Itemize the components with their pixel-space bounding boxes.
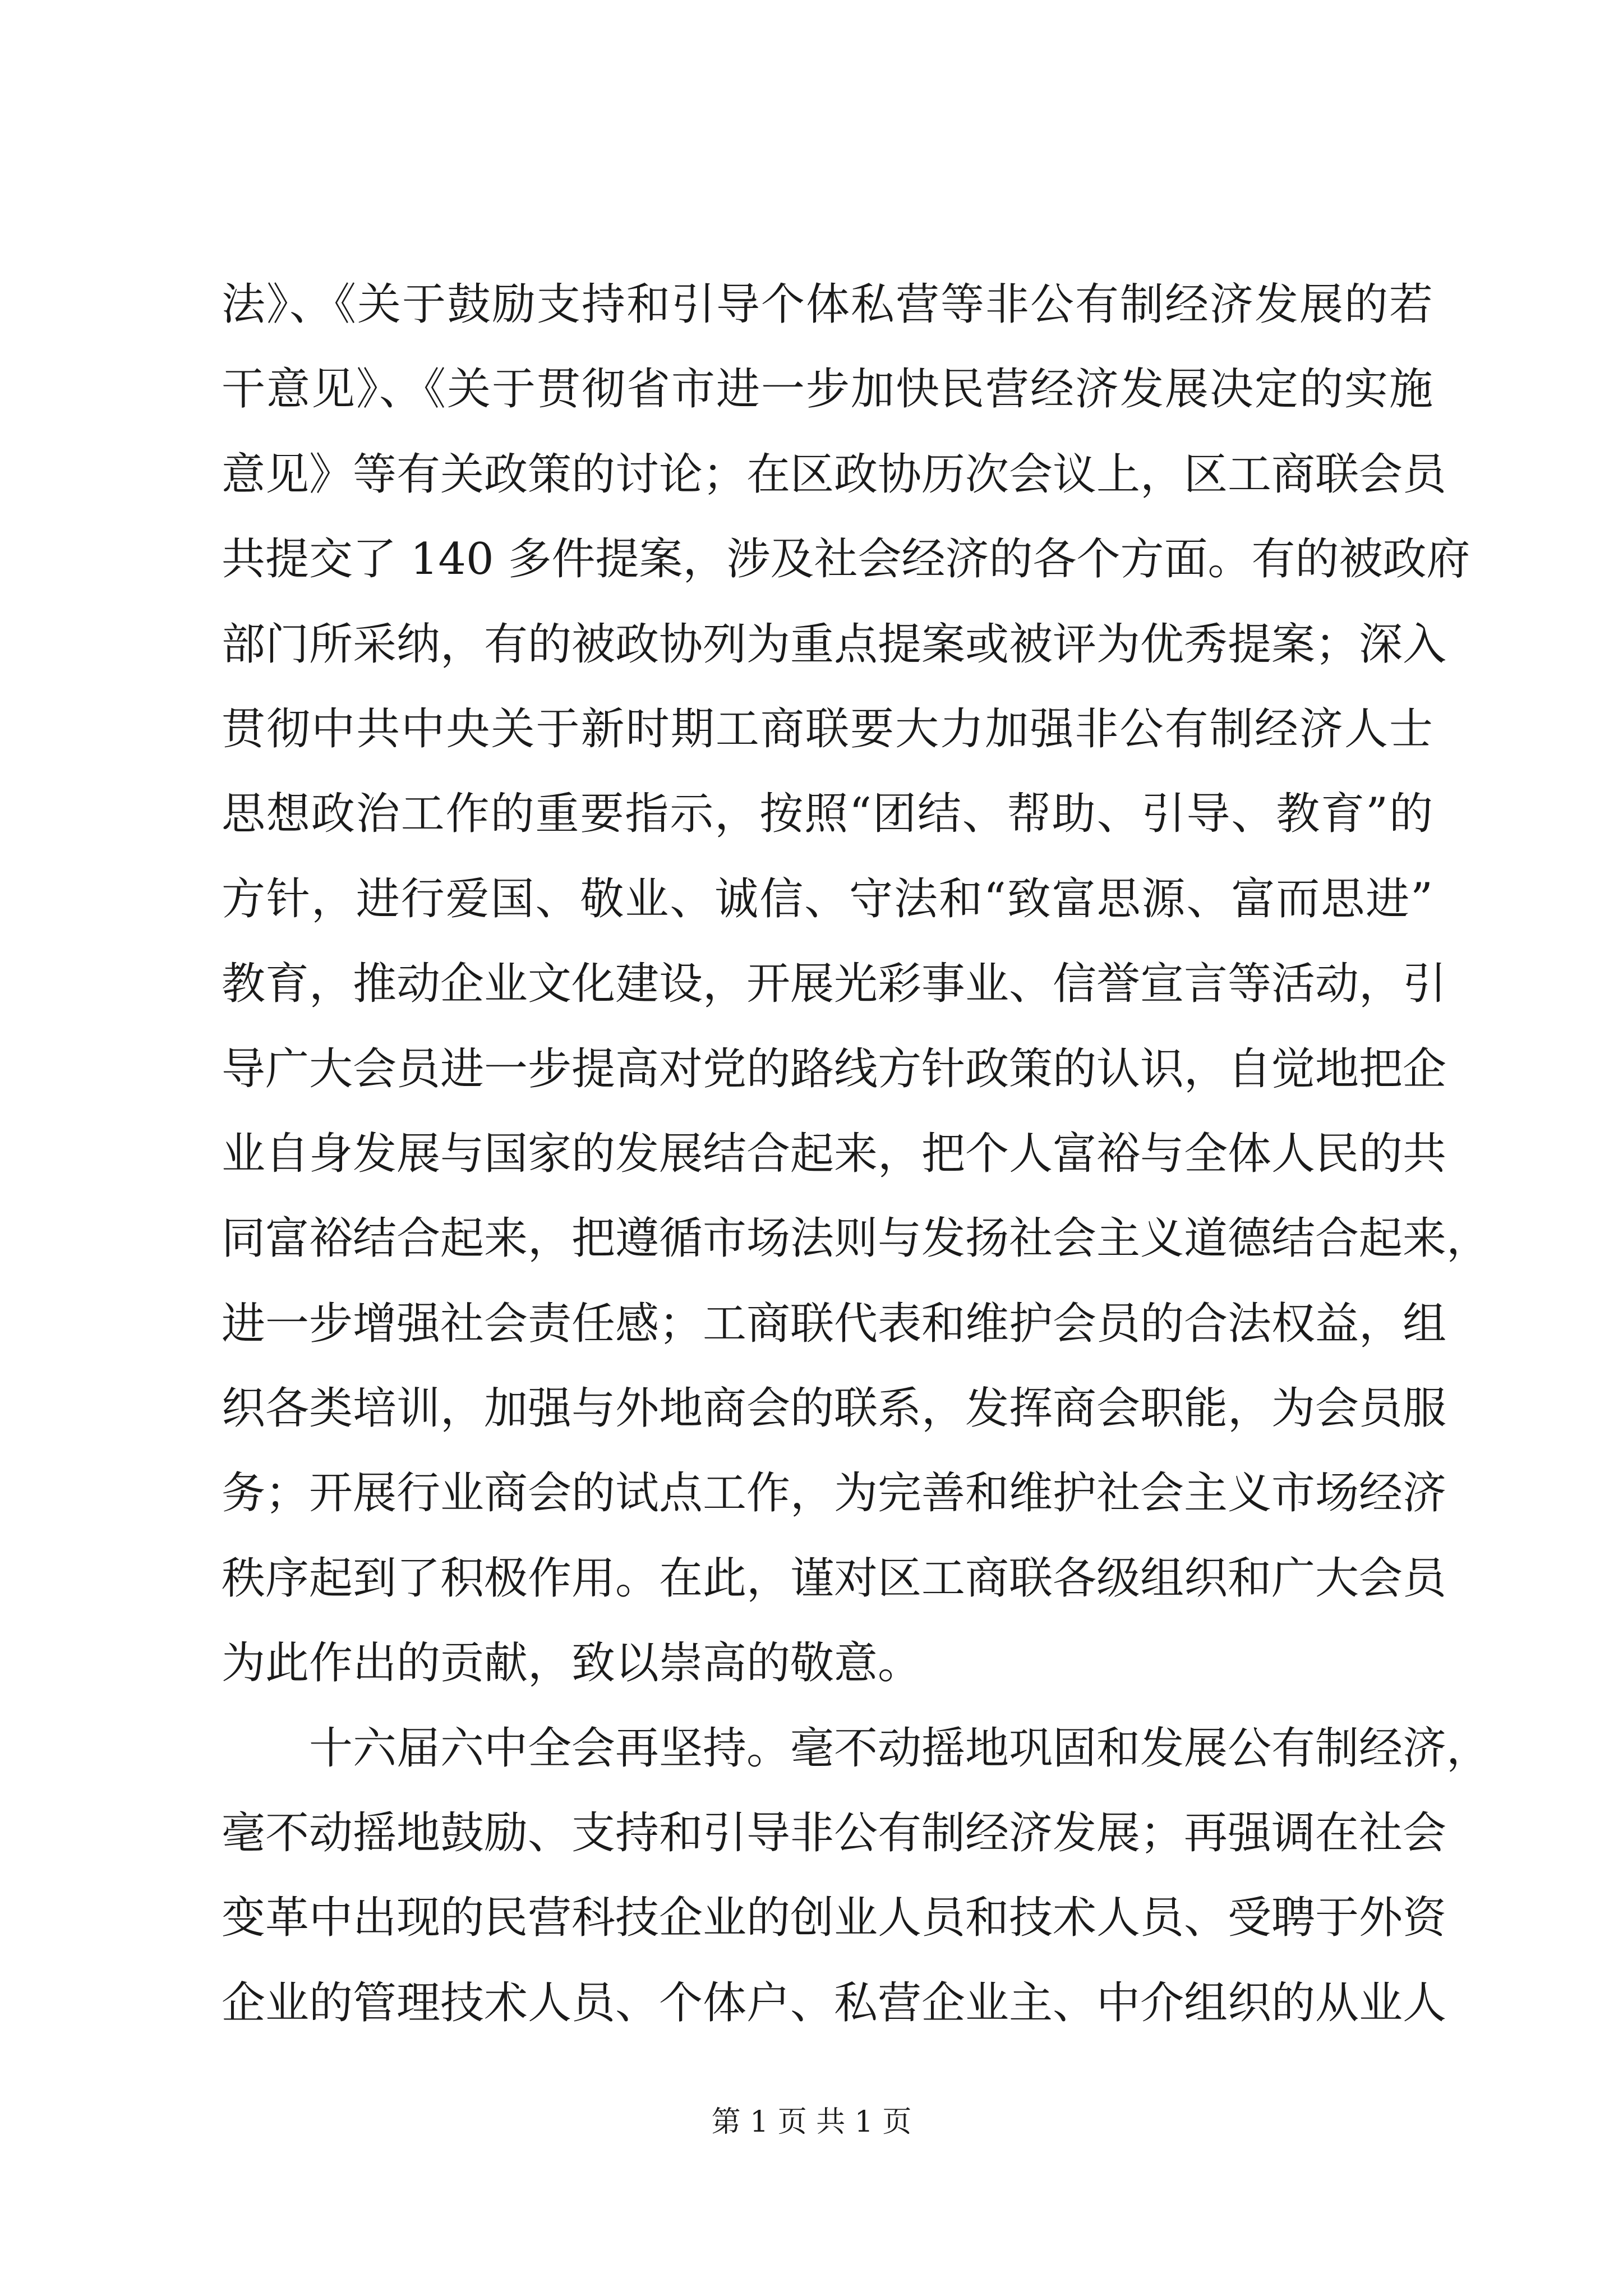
text-line: 教育，推动企业文化建设，开展光彩事业、信誉宣言等活动，引	[222, 959, 1447, 1010]
text-line: 方针，进行爱国、敬业、诚信、守法和“致富思源、富而思进”	[222, 873, 1433, 924]
text-line: 织各类培训，加强与外地商会的联系，发挥商会职能，为会员服	[222, 1383, 1447, 1434]
text-line: 变革中出现的民营科技企业的创业人员和技术人员、受聘于外资	[222, 1893, 1447, 1944]
text-line: 为此作出的贡献，致以崇高的敬意。	[222, 1638, 922, 1689]
text-line: 企业的管理技术人员、个体户、私营企业主、中介组织的从业人	[222, 1977, 1447, 2028]
text-line: 务；开展行业商会的试点工作，为完善和维护社会主义市场经济	[222, 1468, 1447, 1519]
text-line: 导广大会员进一步提高对党的路线方针政策的认识，自觉地把企	[222, 1043, 1447, 1094]
text-line: 秩序起到了积极作用。在此，谨对区工商联各级组织和广大会员	[222, 1553, 1447, 1604]
page-footer: 第 1 页 共 1 页	[711, 2105, 912, 2139]
text-line: 毫不动摇地鼓励、支持和引导非公有制经济发展；再强调在社会	[222, 1808, 1447, 1859]
text-line: 同富裕结合起来，把遵循市场法则与发扬社会主义道德结合起来，	[222, 1213, 1491, 1264]
text-line: 干意见》、《关于贯彻省市进一步加快民营经济发展决定的实施	[222, 364, 1433, 415]
text-line: 进一步增强社会责任感；工商联代表和维护会员的合法权益，组	[222, 1298, 1447, 1349]
text-line: 部门所采纳，有的被政协列为重点提案或被评为优秀提案；深入	[222, 619, 1447, 670]
paragraph-start-line: 十六届六中全会再坚持。毫不动摇地巩固和发展公有制经济，	[309, 1723, 1491, 1774]
text-line: 法》、《关于鼓励支持和引导个体私营等非公有制经济发展的若	[222, 279, 1433, 330]
text-line: 意见》等有关政策的讨论；在区政协历次会议上，区工商联会员	[222, 449, 1447, 500]
text-line: 共提交了 140 多件提案，涉及社会经济的各个方面。有的被政府	[222, 534, 1470, 585]
text-line: 贯彻中共中央关于新时期工商联要大力加强非公有制经济人士	[222, 703, 1433, 754]
text-line: 思想政治工作的重要指示，按照“团结、帮助、引导、教育”的	[222, 789, 1433, 840]
text-line: 业自身发展与国家的发展结合起来，把个人富裕与全体人民的共	[222, 1128, 1447, 1179]
body-text	[222, 263, 1491, 2046]
